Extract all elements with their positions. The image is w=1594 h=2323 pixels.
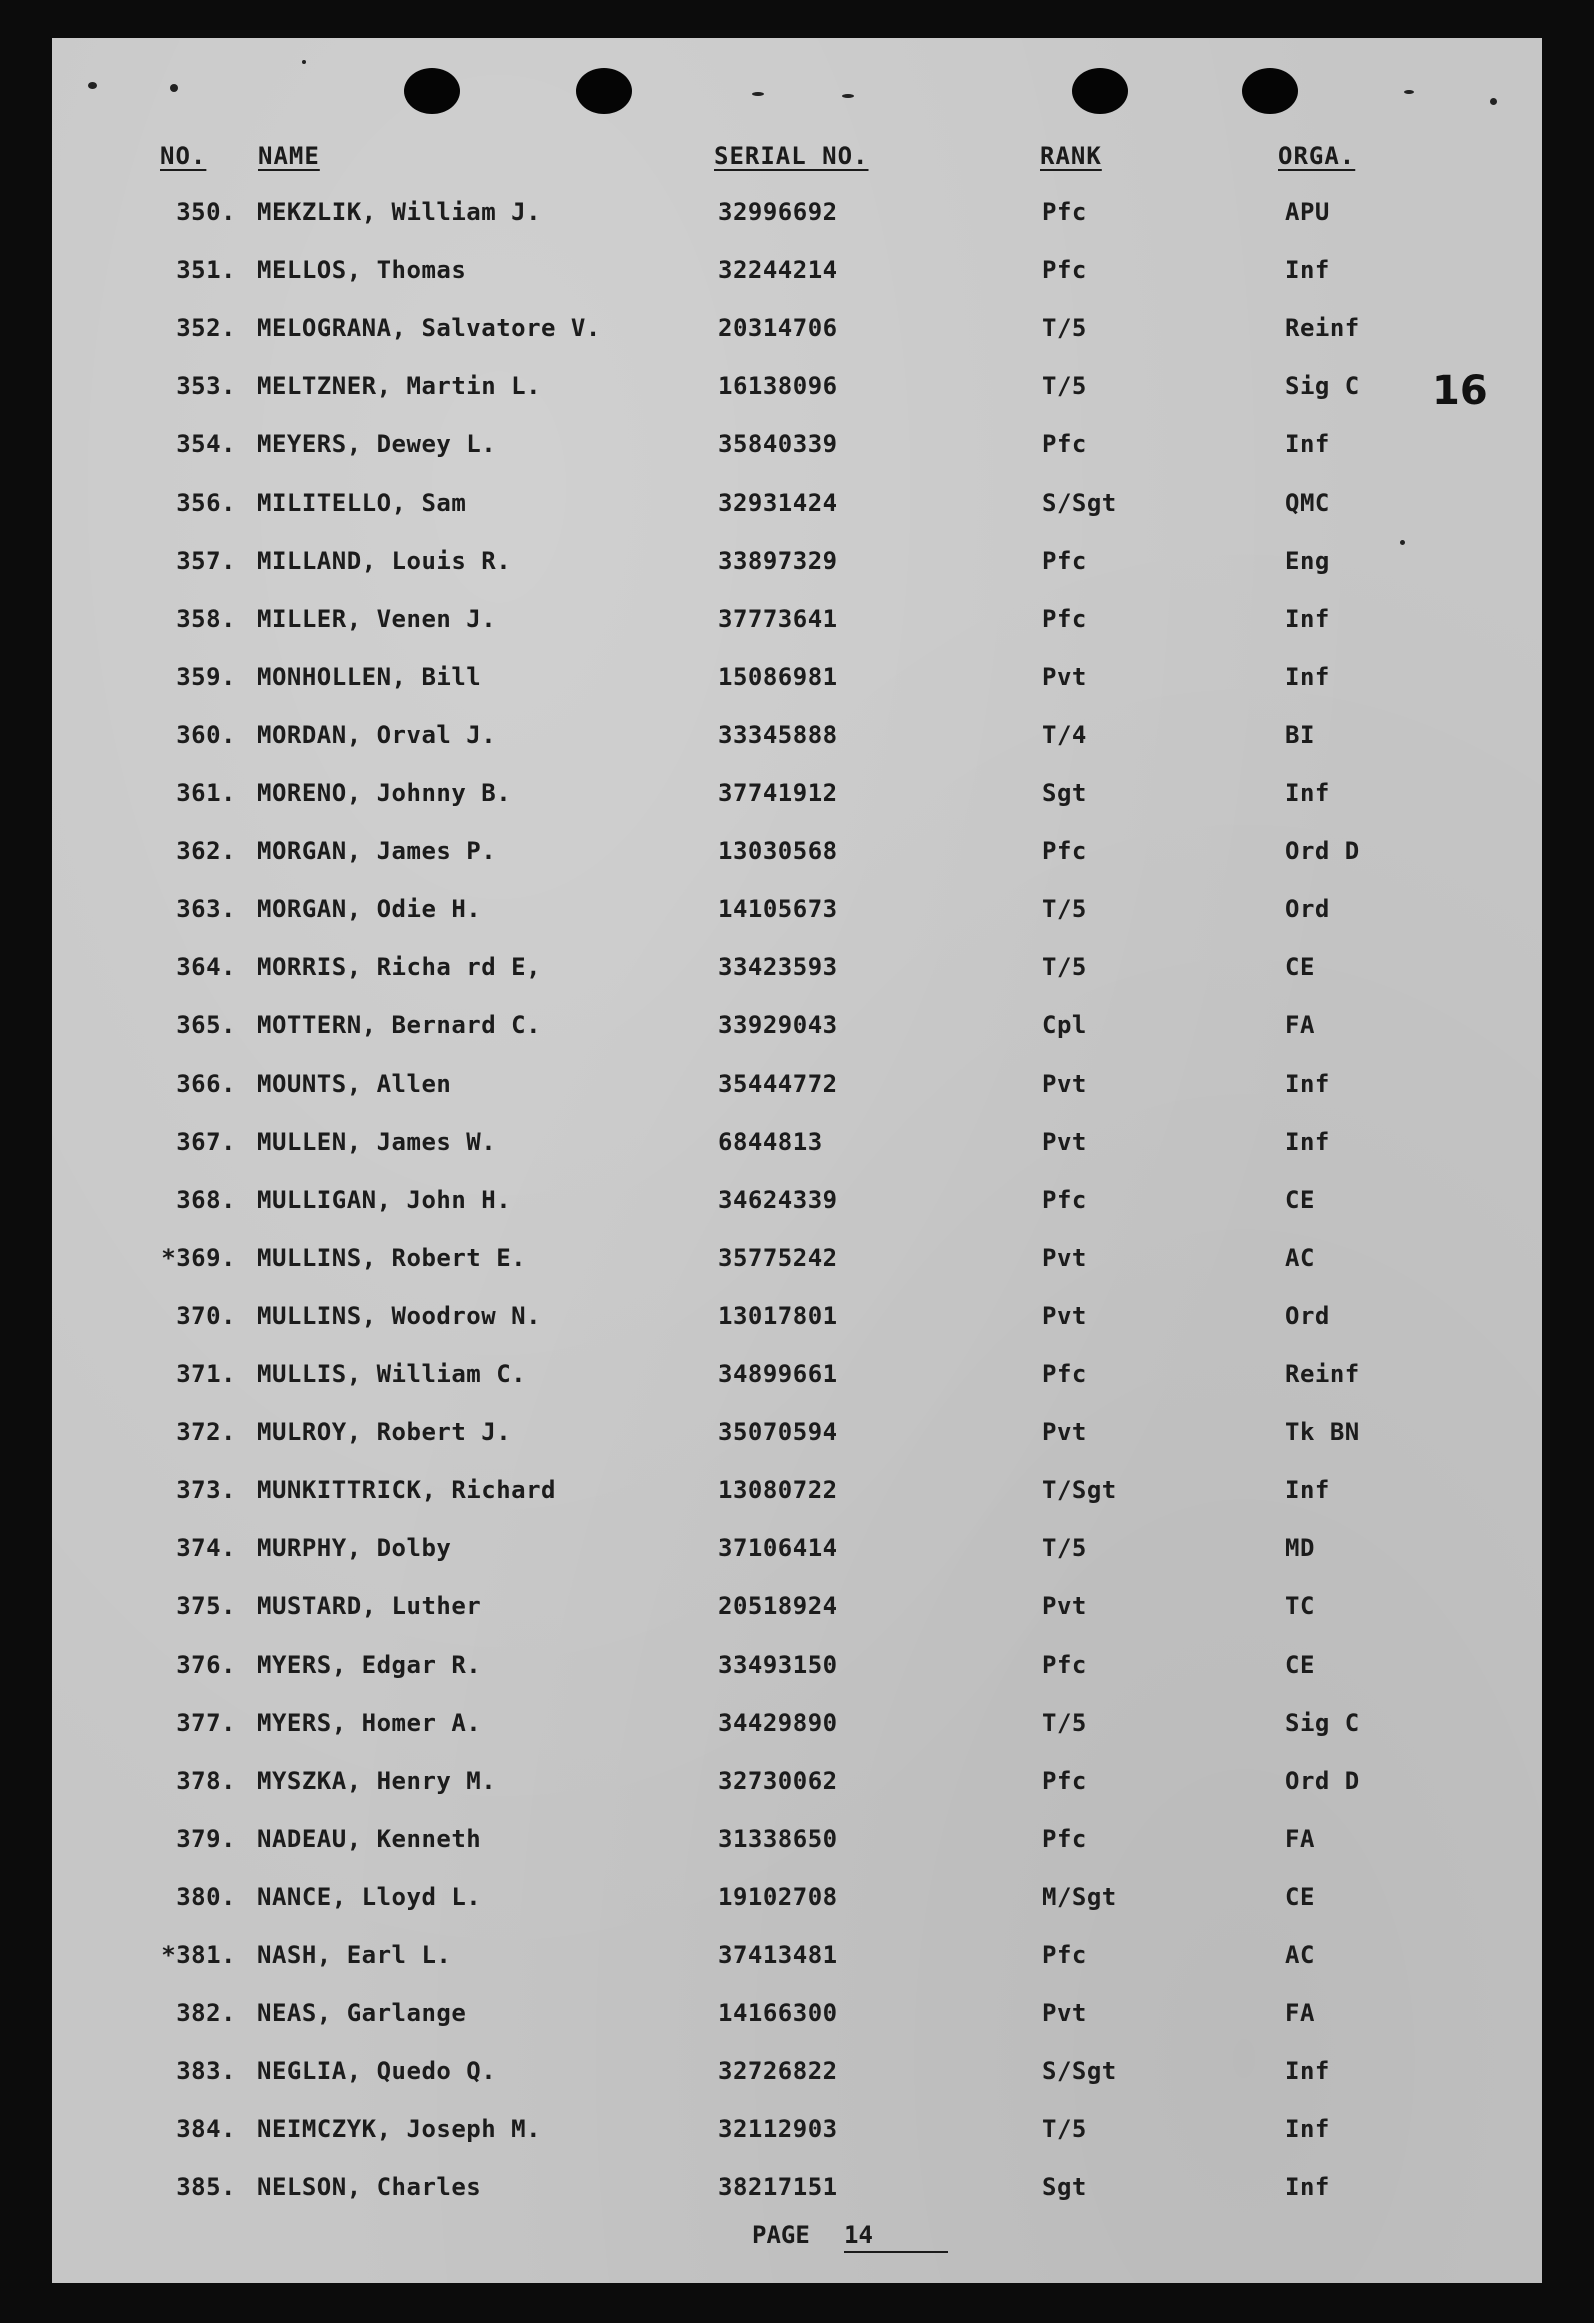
row-orga: Inf [1285,779,1330,807]
row-rank: Pfc [1042,1766,1087,1795]
row-serial: 37106414 [718,1534,838,1563]
row-orga: Inf [1285,2057,1330,2086]
row-serial: 33897329 [718,546,838,575]
ink-speck [1400,540,1405,545]
row-name: MILITELLO, Sam [257,488,467,517]
row-orga: Tk BN [1285,1418,1360,1447]
row-serial: 33345888 [718,720,838,749]
row-orga: CE [1285,1882,1315,1911]
row-rank: S/Sgt [1042,488,1117,517]
row-rank: T/5 [1042,1708,1087,1737]
column-header-name: NAME [258,142,320,170]
row-number: 361. [176,779,236,807]
table-row [52,1128,1542,1168]
table-row [52,198,1542,238]
row-name: MILLAND, Louis R. [257,546,512,575]
table-row [52,1709,1542,1749]
table-row [52,1941,1542,1981]
row-serial: 13017801 [718,1301,838,1330]
table-row [52,256,1542,296]
row-orga: Sig C [1285,372,1360,401]
table-row [52,1651,1542,1691]
row-name: MEKZLIK, William J. [257,198,542,226]
row-name: MUNKITTRICK, Richard [257,1476,556,1505]
row-orga: Inf [1285,604,1330,633]
document-page [52,38,1542,2283]
row-name: NANCE, Lloyd L. [257,1882,482,1911]
punch-hole [576,68,632,114]
table-row [52,1244,1542,1284]
row-number: 371. [176,1360,236,1388]
row-orga: FA [1285,1824,1315,1853]
row-number: 383. [176,2057,236,2086]
row-orga: Reinf [1285,314,1360,343]
row-number: 352. [176,314,236,343]
row-orga: Inf [1285,256,1330,285]
row-serial: 6844813 [718,1127,823,1156]
ink-speck [842,94,854,98]
page-number: 14 [844,2221,948,2253]
row-name: MOTTERN, Bernard C. [257,1011,542,1040]
table-row [52,1534,1542,1574]
row-serial: 32730062 [718,1766,838,1795]
row-orga: APU [1285,198,1330,226]
row-name: MELTZNER, Martin L. [257,372,542,401]
table-row [52,779,1542,819]
column-header-no: NO. [160,142,207,170]
row-number: *369. [161,1243,236,1272]
column-header-orga: ORGA. [1278,142,1356,170]
row-serial: 34899661 [718,1360,838,1388]
row-name: MUSTARD, Luther [257,1592,482,1621]
table-row [52,372,1542,412]
row-rank: Pvt [1042,1301,1087,1330]
row-orga: TC [1285,1592,1315,1621]
row-number: 354. [176,430,236,459]
row-serial: 20518924 [718,1592,838,1621]
row-number: 376. [176,1650,236,1679]
row-number: 358. [176,604,236,633]
row-name: MYERS, Homer A. [257,1708,482,1737]
page-label: PAGE [752,2221,810,2249]
row-number: 384. [176,2115,236,2144]
row-rank: Pfc [1042,1824,1087,1853]
row-number: 378. [176,1766,236,1795]
row-number: 373. [176,1476,236,1505]
table-row [52,837,1542,877]
row-serial: 15086981 [718,662,838,691]
row-serial: 16138096 [718,372,838,401]
row-orga: Eng [1285,546,1330,575]
row-name: MYSZKA, Henry M. [257,1766,497,1795]
row-serial: 35775242 [718,1243,838,1272]
row-rank: M/Sgt [1042,1882,1117,1911]
row-orga: Reinf [1285,1360,1360,1388]
row-name: MELLOS, Thomas [257,256,467,285]
row-orga: Inf [1285,1069,1330,1098]
row-name: MELOGRANA, Salvatore V. [257,314,601,343]
table-row [52,1883,1542,1923]
table-row [52,2057,1542,2097]
row-name: MORGAN, James P. [257,837,497,866]
row-serial: 20314706 [718,314,838,343]
row-serial: 31338650 [718,1824,838,1853]
row-name: MILLER, Venen J. [257,604,497,633]
ink-speck [170,84,178,92]
row-number: 362. [176,837,236,866]
row-orga: Ord D [1285,837,1360,866]
row-rank: S/Sgt [1042,2057,1117,2086]
row-orga: Inf [1285,662,1330,691]
table-row [52,1186,1542,1226]
punch-hole [1072,68,1128,114]
row-orga: Inf [1285,2173,1330,2202]
row-orga: Sig C [1285,1708,1360,1737]
row-number: 363. [176,895,236,924]
row-rank: Sgt [1042,2173,1087,2202]
row-number: 382. [176,1999,236,2028]
row-rank: Sgt [1042,779,1087,807]
table-row [52,547,1542,587]
row-number: 374. [176,1534,236,1563]
row-number: 377. [176,1708,236,1737]
row-name: MULLINS, Robert E. [257,1243,527,1272]
row-rank: T/5 [1042,314,1087,343]
row-rank: Pfc [1042,198,1087,226]
row-orga: Ord [1285,895,1330,924]
row-rank: Pvt [1042,1069,1087,1098]
row-rank: T/5 [1042,895,1087,924]
row-orga: MD [1285,1534,1315,1563]
row-orga: QMC [1285,488,1330,517]
table-row [52,2115,1542,2155]
row-number: 356. [176,488,236,517]
row-serial: 32726822 [718,2057,838,2086]
row-number: 368. [176,1185,236,1214]
row-name: NEAS, Garlange [257,1999,467,2028]
row-rank: Pfc [1042,256,1087,285]
row-rank: Pfc [1042,1650,1087,1679]
row-serial: 35840339 [718,430,838,459]
row-name: MULLIGAN, John H. [257,1185,512,1214]
row-rank: Pvt [1042,1592,1087,1621]
row-number: 372. [176,1418,236,1447]
row-number: 385. [176,2173,236,2202]
table-row [52,953,1542,993]
row-rank: Pvt [1042,1418,1087,1447]
table-row [52,1011,1542,1051]
table-row [52,605,1542,645]
row-rank: Cpl [1042,1011,1087,1040]
row-name: MEYERS, Dewey L. [257,430,497,459]
row-serial: 32996692 [718,198,838,226]
table-row [52,2173,1542,2213]
row-number: 364. [176,953,236,982]
row-number: 366. [176,1069,236,1098]
row-number: 351. [176,256,236,285]
column-header-rank: RANK [1040,142,1102,170]
row-name: NEGLIA, Quedo Q. [257,2057,497,2086]
row-serial: 14166300 [718,1999,838,2028]
row-serial: 32931424 [718,488,838,517]
row-serial: 38217151 [718,2173,838,2202]
row-serial: 35444772 [718,1069,838,1098]
row-serial: 14105673 [718,895,838,924]
punch-hole [404,68,460,114]
row-number: *381. [161,1941,236,1969]
row-name: MORENO, Johnny B. [257,779,512,807]
row-serial: 33929043 [718,1011,838,1040]
table-row [52,1825,1542,1865]
row-orga: CE [1285,1185,1315,1214]
row-rank: Pfc [1042,604,1087,633]
row-orga: BI [1285,720,1315,749]
ink-speck [302,60,306,64]
table-row [52,1767,1542,1807]
row-name: MULLEN, James W. [257,1127,497,1156]
row-name: MULLIS, William C. [257,1360,527,1388]
row-number: 359. [176,662,236,691]
row-rank: Pfc [1042,430,1087,459]
table-row [52,1476,1542,1516]
row-rank: T/5 [1042,953,1087,982]
row-rank: T/4 [1042,720,1087,749]
row-serial: 33493150 [718,1650,838,1679]
table-row [52,314,1542,354]
row-rank: Pvt [1042,1999,1087,2028]
row-rank: Pfc [1042,546,1087,575]
row-orga: AC [1285,1941,1315,1969]
row-name: NASH, Earl L. [257,1941,452,1969]
table-row [52,489,1542,529]
side-page-number: 16 [1432,368,1488,414]
row-number: 353. [176,372,236,401]
table-row [52,1418,1542,1458]
row-rank: Pfc [1042,1941,1087,1969]
row-number: 367. [176,1127,236,1156]
row-rank: Pvt [1042,1127,1087,1156]
row-rank: T/Sgt [1042,1476,1117,1505]
table-row [52,1302,1542,1342]
row-orga: CE [1285,1650,1315,1679]
row-serial: 37773641 [718,604,838,633]
table-row [52,721,1542,761]
row-name: MYERS, Edgar R. [257,1650,482,1679]
row-serial: 34429890 [718,1708,838,1737]
row-serial: 37741912 [718,779,838,807]
row-number: 357. [176,546,236,575]
row-serial: 35070594 [718,1418,838,1447]
row-number: 365. [176,1011,236,1040]
table-row [52,895,1542,935]
row-number: 375. [176,1592,236,1621]
row-rank: Pvt [1042,662,1087,691]
row-rank: T/5 [1042,2115,1087,2144]
row-orga: Ord [1285,1301,1330,1330]
row-name: MONHOLLEN, Bill [257,662,482,691]
ink-speck [88,82,97,89]
row-rank: T/5 [1042,372,1087,401]
row-orga: CE [1285,953,1315,982]
row-serial: 13030568 [718,837,838,866]
table-row [52,663,1542,703]
row-orga: Inf [1285,1476,1330,1505]
row-serial: 32112903 [718,2115,838,2144]
row-name: MULLINS, Woodrow N. [257,1301,542,1330]
row-rank: Pfc [1042,1185,1087,1214]
table-row [52,1999,1542,2039]
table-row [52,1070,1542,1110]
ink-speck [752,92,764,96]
row-orga: Inf [1285,1127,1330,1156]
row-orga: Inf [1285,2115,1330,2144]
row-name: MORRIS, Richa rd E, [257,953,542,982]
row-name: NEIMCZYK, Joseph M. [257,2115,542,2144]
row-serial: 19102708 [718,1882,838,1911]
row-number: 350. [176,198,236,226]
row-name: MULROY, Robert J. [257,1418,512,1447]
ink-speck [1490,98,1497,105]
row-rank: Pvt [1042,1243,1087,1272]
row-name: MORDAN, Orval J. [257,720,497,749]
row-number: 370. [176,1301,236,1330]
ink-speck [1404,90,1414,94]
row-serial: 13080722 [718,1476,838,1505]
row-name: NADEAU, Kenneth [257,1824,482,1853]
table-row [52,430,1542,470]
row-orga: AC [1285,1243,1315,1272]
row-orga: Ord D [1285,1766,1360,1795]
row-number: 380. [176,1882,236,1911]
row-rank: T/5 [1042,1534,1087,1563]
row-name: NELSON, Charles [257,2173,482,2202]
column-header-serial: SERIAL NO. [714,142,869,170]
table-row [52,1360,1542,1400]
row-name: MORGAN, Odie H. [257,895,482,924]
row-orga: FA [1285,1999,1315,2028]
row-serial: 32244214 [718,256,838,285]
row-serial: 37413481 [718,1941,838,1969]
row-orga: FA [1285,1011,1315,1040]
table-row [52,1592,1542,1632]
row-name: MOUNTS, Allen [257,1069,452,1098]
row-rank: Pfc [1042,1360,1087,1388]
row-serial: 33423593 [718,953,838,982]
row-orga: Inf [1285,430,1330,459]
row-name: MURPHY, Dolby [257,1534,452,1563]
row-number: 379. [176,1824,236,1853]
row-number: 360. [176,720,236,749]
row-serial: 34624339 [718,1185,838,1214]
punch-hole [1242,68,1298,114]
row-rank: Pfc [1042,837,1087,866]
